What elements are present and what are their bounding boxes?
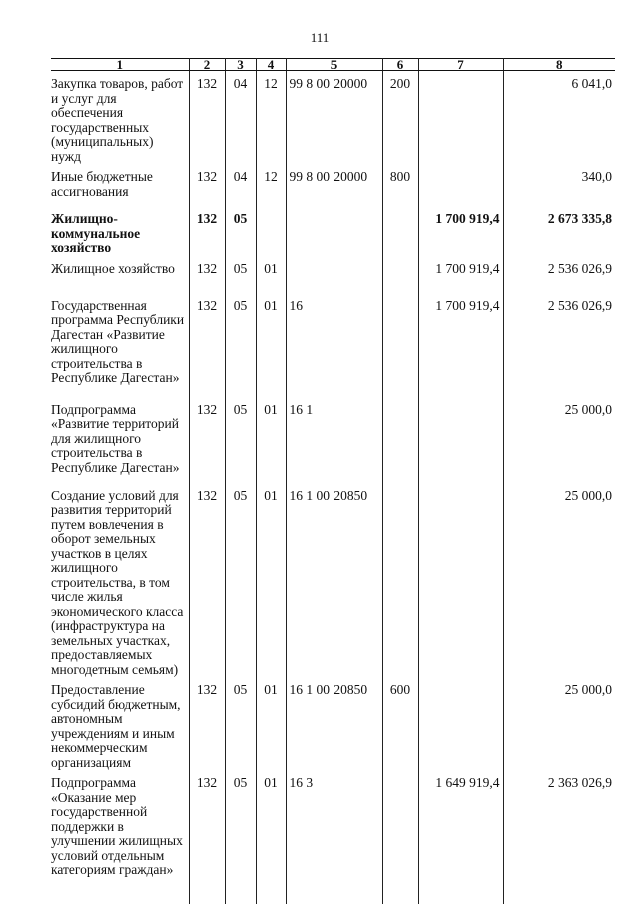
cell-target-code: 99 8 00 20000: [286, 164, 382, 206]
cell-section: 05: [225, 677, 256, 770]
cell-amount-2: 340,0: [503, 164, 615, 206]
cell-expense-type: [382, 206, 418, 256]
cell-subsection: 01: [256, 770, 286, 904]
cell-amount-2: 25 000,0: [503, 397, 615, 483]
cell-section: 05: [225, 483, 256, 678]
cell-amount-2: 2 536 026,9: [503, 256, 615, 293]
table-row: [51, 164, 615, 206]
cell-amount-2: 2 536 026,9: [503, 293, 615, 397]
cell-amount-2: 25 000,0: [503, 483, 615, 678]
cell-expense-type: [382, 293, 418, 397]
cell-section: 04: [225, 71, 256, 165]
cell-expense-type: [382, 256, 418, 293]
cell-ministry: 132: [189, 256, 225, 293]
cell-ministry: 132: [189, 71, 225, 165]
cell-section: 05: [225, 206, 256, 256]
cell-ministry: 132: [189, 293, 225, 397]
cell-subsection: 12: [256, 164, 286, 206]
cell-subsection: 01: [256, 677, 286, 770]
row-name: Закупка товаров, работ и услуг для обеспечения государственных (муниципальных) нужд: [51, 76, 184, 164]
table-row: [51, 256, 615, 293]
cell-ministry: 132: [189, 483, 225, 678]
col-header-1: 1: [51, 59, 189, 71]
page-number: 111: [310, 30, 330, 45]
cell-amount-1: [418, 71, 503, 165]
cell-amount-1: 1 700 919,4: [418, 256, 503, 293]
cell-target-code: [286, 206, 382, 256]
cell-ministry: 132: [189, 770, 225, 904]
table-row: [51, 293, 615, 397]
cell-target-code: 16 1 00 20850: [286, 677, 382, 770]
cell-amount-2: 2 363 026,9: [503, 770, 615, 904]
budget-table: [51, 58, 615, 904]
table-row: [51, 677, 615, 770]
row-name: Жилищное хозяйство: [51, 260, 175, 276]
row-name: Создание условий для развития территорий путем вовлечения в оборот земельных участков в целях жилищного строительства, в том числе жилья экономического класса (инфраструктура на земельных участках, предоставляемых многодетным семьям): [51, 487, 184, 677]
cell-ministry: 132: [189, 677, 225, 770]
col-header-3: 3: [225, 59, 256, 71]
row-name: Государственная программа Республики Дагестан «Развитие жилищного строительства в Республике Дагестан»: [51, 297, 185, 385]
cell-section: 05: [225, 770, 256, 904]
cell-section: 05: [225, 397, 256, 483]
cell-target-code: 16 3: [286, 770, 382, 904]
cell-expense-type: [382, 397, 418, 483]
cell-amount-1: 1 700 919,4: [418, 206, 503, 256]
cell-subsection: 01: [256, 397, 286, 483]
col-header-2: 2: [189, 59, 225, 71]
table-row: [51, 397, 615, 483]
row-name: Предоставление субсидий бюджетным, автономным учреждениям и иным некоммерческим организациям: [51, 682, 181, 770]
cell-ministry: 132: [189, 206, 225, 256]
table-row: [51, 71, 615, 165]
row-name: Подпрограмма «Оказание мер государственной поддержки в улучшении жилищных условий отдельным категориям граждан»: [51, 775, 183, 877]
cell-amount-2: 25 000,0: [503, 677, 615, 770]
cell-amount-1: 1 700 919,4: [418, 293, 503, 397]
table-row: [51, 206, 615, 256]
cell-target-code: 16: [286, 293, 382, 397]
cell-amount-1: [418, 677, 503, 770]
cell-subsection: 01: [256, 256, 286, 293]
col-header-6: 6: [382, 59, 418, 71]
cell-amount-2: 2 673 335,8: [503, 206, 615, 256]
cell-target-code: [286, 256, 382, 293]
cell-subsection: 12: [256, 71, 286, 165]
cell-target-code: 16 1: [286, 397, 382, 483]
row-name: Подпрограмма «Развитие территорий для жилищного строительства в Республике Дагестан»: [51, 401, 180, 475]
cell-subsection: [256, 206, 286, 256]
cell-expense-type: 200: [382, 71, 418, 165]
row-name: Жилищно-коммунальное хозяйство: [51, 211, 141, 255]
col-header-4: 4: [256, 59, 286, 71]
cell-section: 05: [225, 293, 256, 397]
cell-amount-1: [418, 164, 503, 206]
cell-expense-type: 800: [382, 164, 418, 206]
cell-target-code: 99 8 00 20000: [286, 71, 382, 165]
col-header-5: 5: [286, 59, 382, 71]
cell-section: 04: [225, 164, 256, 206]
row-name: Иные бюджетные ассигнования: [51, 169, 153, 199]
cell-amount-1: [418, 483, 503, 678]
cell-expense-type: 600: [382, 677, 418, 770]
cell-subsection: 01: [256, 293, 286, 397]
cell-section: 05: [225, 256, 256, 293]
col-header-7: 7: [418, 59, 503, 71]
cell-target-code: 16 1 00 20850: [286, 483, 382, 678]
cell-subsection: 01: [256, 483, 286, 678]
cell-amount-1: 1 649 919,4: [418, 770, 503, 904]
cell-ministry: 132: [189, 397, 225, 483]
cell-amount-2: 6 041,0: [503, 71, 615, 165]
cell-expense-type: [382, 483, 418, 678]
cell-ministry: 132: [189, 164, 225, 206]
cell-expense-type: [382, 770, 418, 904]
col-header-8: 8: [503, 59, 615, 71]
table-row: [51, 770, 615, 904]
header-row: [51, 59, 615, 71]
cell-amount-1: [418, 397, 503, 483]
table-row: [51, 483, 615, 678]
